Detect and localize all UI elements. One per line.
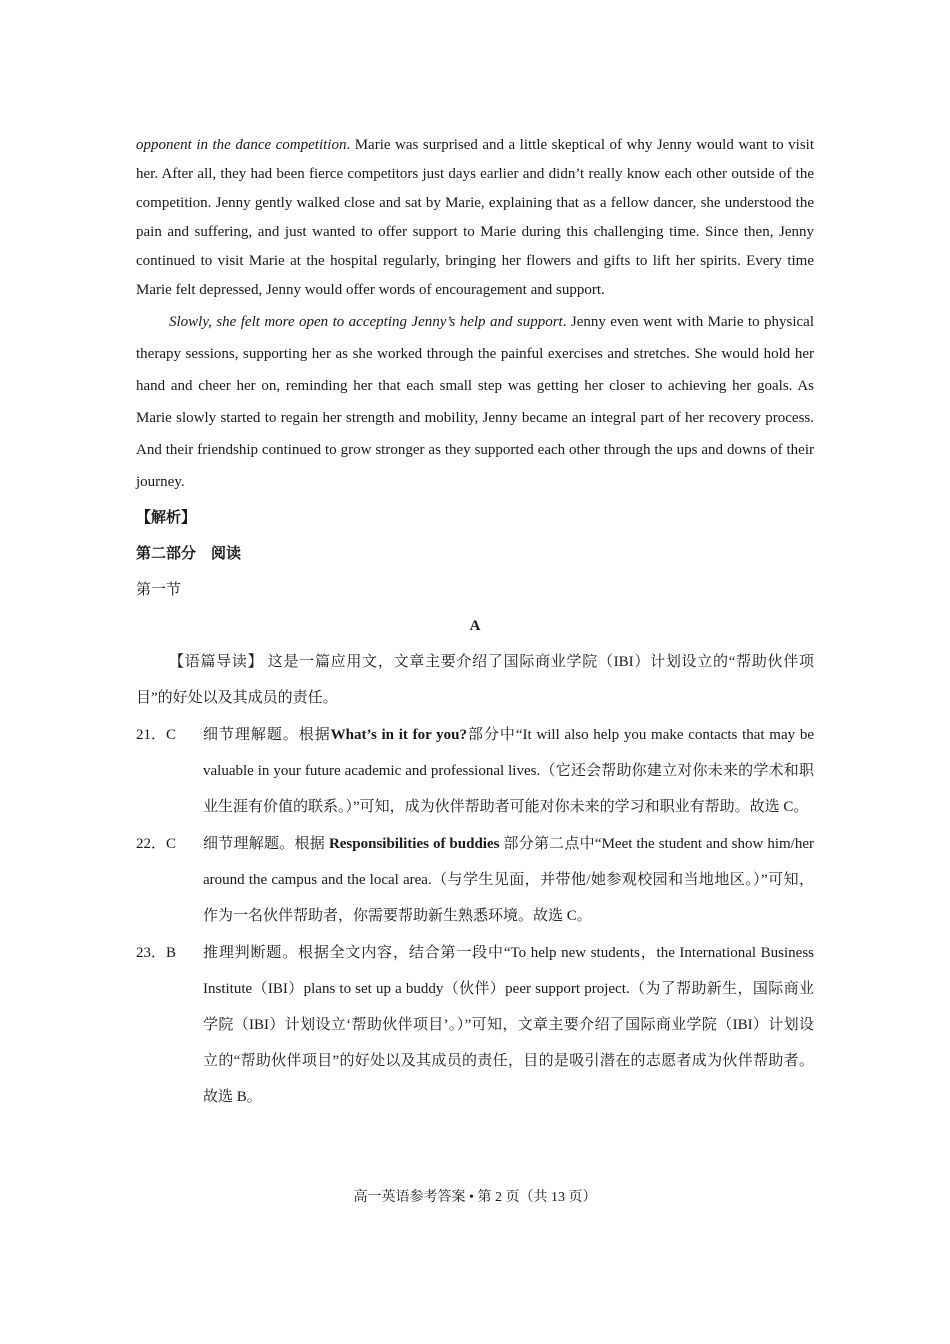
question-number: 23．B: [136, 945, 177, 961]
section-heading: 第一节: [136, 582, 182, 598]
part-heading: 第二部分 阅读: [136, 546, 242, 562]
analysis-heading: 【解析】: [136, 510, 197, 526]
passage-italic-phrase: Slowly, she felt more open to accepting Jenny’s help and support: [169, 314, 563, 330]
passage-paragraph-1: [136, 131, 814, 305]
reading-guide: 【语篇导读】 这是一篇应用文，文章主要介绍了国际商业学院（IBI）计划设立的“帮助伙伴项目”的好处以及其成员的责任。: [136, 654, 814, 706]
question-number: 21．C: [136, 727, 177, 743]
answer-bold-text: What’s in it for you?: [330, 727, 468, 743]
answer-text: 部分第二点中“Meet the student and show him/her around the campus and the local area.（与学生见面，并带他/她参观校园和当地地区。）”可知，作为一名伙伴帮助者，你需要帮助新生熟悉环境。故选 C。: [203, 836, 814, 924]
answer-text: 细节理解题。根据: [203, 727, 331, 743]
question-number: 22．C: [136, 836, 177, 852]
page-footer: 高一英语参考答案 • 第 2 页（共 13 页）: [353, 1190, 597, 1205]
answer-item: [136, 826, 814, 934]
page-content: [136, 131, 814, 1115]
passage-text: . Jenny even went with Marie to physical therapy sessions, supporting her as she worked through the painful exercises and stretches. She would hold her hand and cheer her on, reminding her that each small step was getting her closer to achieving her goals. As Marie slowly started to regain her strength and mobility, Jenny became an integral part of her recovery process. And their friendship continued to grow stronger as they supported each other through the ups and downs of their journey.: [136, 314, 814, 490]
passage-text: . Marie was surprised and a little skeptical of why Jenny would want to visit her. After all, they had been fierce competitors just days earlier and didn’t really know each other outside of the competition. Jenny gently walked close and sat by Marie, explaining that as a fellow dancer, she understood the pain and suffering, and just wanted to offer support to Marie during this challenging time. Since then, Jenny continued to visit Marie at the hospital regularly, bringing her flowers and gifts to lift her spirits. Every time Marie felt depressed, Jenny would offer words of encouragement and support.: [136, 137, 814, 298]
passage-letter: A: [469, 618, 481, 634]
answer-text: 细节理解题。根据: [203, 836, 329, 852]
passage-italic-phrase: opponent in the dance competition: [136, 137, 347, 153]
answer-item: [136, 717, 814, 825]
answer-text: 推理判断题。根据全文内容，结合第一段中“To help new students，the International Business Institute（IBI）plans to set up a buddy（伙伴）peer support project.（为了帮助新生，国际商业学院（IBI）计划设立‘帮助伙伴项目’。）”可知，文章主要介绍了国际商业学院（IBI）计划设立的“帮助伙伴项目”的好处以及其成员的责任，目的是吸引潜在的志愿者成为伙伴帮助者。故选 B。: [203, 945, 814, 1105]
answer-text: 部分中“It will also help you make contacts that may be valuable in your future academic and professional lives.（它还会帮助你建立对你未来的学术和职业生涯有价值的联系。）”可知，成为伙伴帮助者可能对你未来的学习和职业有帮助。故选 C。: [203, 727, 814, 815]
passage-paragraph-2: [136, 306, 814, 498]
answer-bold-text: Responsibilities of buddies: [328, 836, 500, 852]
answer-item: [136, 935, 814, 1115]
